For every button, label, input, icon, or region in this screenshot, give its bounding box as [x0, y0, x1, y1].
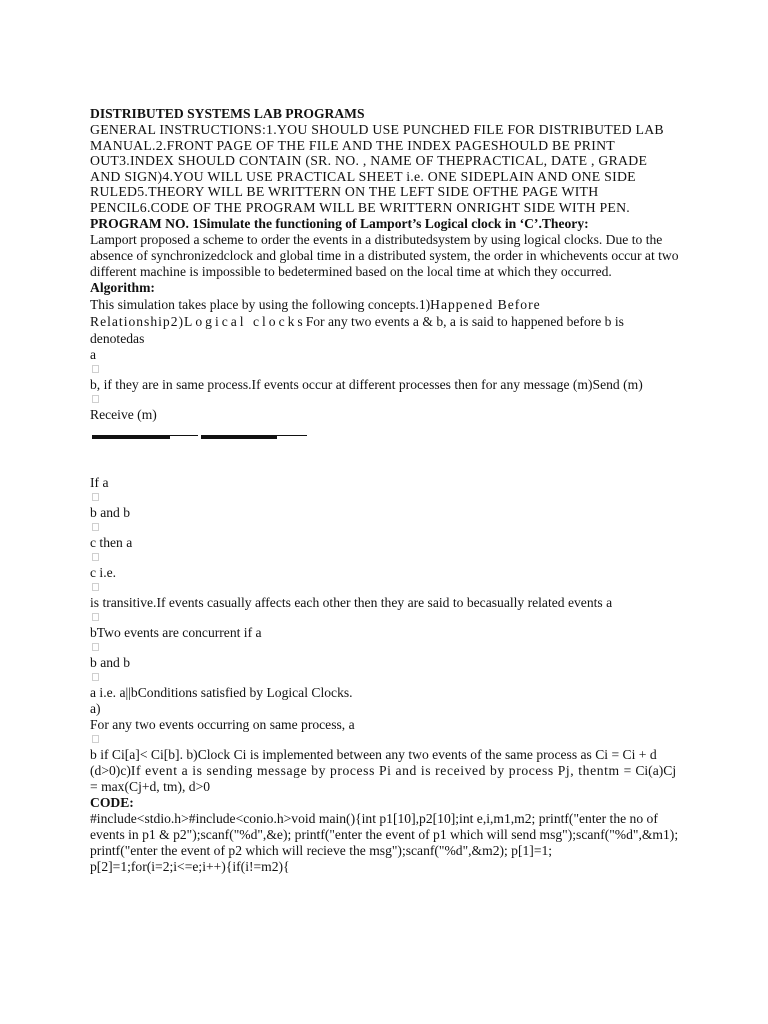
missing-glyph-icon: [92, 395, 99, 403]
logical-clocks-text: Logical clocks: [184, 313, 306, 329]
same-process-events-line: For any two events occurring on same process, a: [90, 716, 355, 732]
algorithm-paragraph: [90, 296, 680, 347]
concurrent-line: bTwo events are concurrent if a: [90, 624, 262, 640]
code-heading: CODE:: [90, 794, 134, 810]
missing-glyph-icon: [92, 673, 99, 681]
happened-before-definition: For any two events a & b, a is said to happened before b is denotedas: [90, 313, 624, 346]
code-block: #include<stdio.h>#include<conio.h>void main(){int p1[10],p2[10];int e,i,m1,m2; printf("enter the no of events in p1 & p2");scanf("%d",&e); printf("enter the event of p1 which will send msg");scanf("%d",&m1); printf("enter the event of p2 which will recieve the msg");scanf("%d",&m2); p[1]=1; p[2]=1;for(i=2;i<=e;i++){if(i!=m2){: [90, 810, 679, 874]
theory-paragraph: Lamport proposed a scheme to order the events in a distributedsystem by using logical clocks. Due to the absence of synchronizedclock and global time in a distributed system, the order in whichevents occur at two different machine is impossible to bedetermined based on the local time at which they occurred.: [90, 231, 679, 279]
general-instructions: GENERAL INSTRUCTIONS:1.YOU SHOULD USE PUNCHED FILE FOR DISTRIBUTED LAB MANUAL.2.FRONT PAGE OF THE FILE AND THE INDEX PAGESHOULD BE PRINT OUT3.INDEX SHOULD CONTAIN (SR. NO. , NAME OF THEPRACTICAL, DATE , GRADE AND SIGN)4.YOU WILL USE PRACTICAL SHEET i.e. ONE SIDEPLAIN AND ONE SIDE RULED5.THEORY WILL BE WRITTERN ON THE LEFT SIDE OFTHE PAGE WITH PENCIL6.CODE OF THE PROGRAM WILL BE WRITTERN ONRIGHT SIDE WITH PEN.: [90, 122, 664, 215]
max-rule-text: Ci(a)Cj = max(Cj+d, tm), d>0: [90, 762, 677, 794]
b-and-b-line-2: b and b: [90, 654, 131, 670]
transitive-line: is transitive.If events casually affects each other then they are said to becasually related events a: [90, 594, 613, 610]
program-heading: PROGRAM NO. 1Simulate the functioning of Lamport’s Logical clock in ‘C’.Theory:: [90, 215, 589, 231]
symbol-a: a: [90, 346, 97, 362]
missing-glyph-icon: [92, 613, 99, 621]
missing-glyph-icon: [92, 735, 99, 743]
c-then-a-line: c then a: [90, 534, 133, 550]
document-page: [90, 106, 680, 875]
send-receive-rule-text: If event a is sending message by process Pi and is received by process Pj, thentm =: [130, 762, 632, 778]
algorithm-heading: Algorithm:: [90, 279, 155, 295]
missing-glyph-icon: [92, 583, 99, 591]
happened-before-text: Happened Before: [430, 296, 541, 312]
if-a-line: If a: [90, 474, 109, 490]
condition-a-label: a): [90, 700, 101, 716]
algorithm-intro: This simulation takes place by using the following concepts.1): [90, 296, 431, 312]
relationship-text: Relationship2): [90, 313, 185, 329]
c-ie-line: c i.e.: [90, 564, 117, 580]
document-title: DISTRIBUTED SYSTEMS LAB PROGRAMS: [90, 106, 365, 121]
b-and-b-line: b and b: [90, 504, 131, 520]
missing-glyph-icon: [92, 643, 99, 651]
same-process-line: b, if they are in same process.If events occur at different processes then for any message (m)Send (m): [90, 376, 643, 392]
message-diagram-lines: [90, 429, 680, 443]
clock-rule-paragraph: [90, 747, 680, 795]
missing-glyph-icon: [92, 493, 99, 501]
missing-glyph-icon: [92, 523, 99, 531]
d-condition-text: (d>0)c): [90, 762, 131, 778]
clock-increment-text: b if Ci[a]< Ci[b]. b)Clock Ci is implemented between any two events of the same process as Ci = Ci + d: [90, 746, 657, 762]
receive-line: Receive (m): [90, 406, 157, 422]
missing-glyph-icon: [92, 553, 99, 561]
conditions-line: a i.e. a||bConditions satisfied by Logical Clocks.: [90, 684, 353, 700]
missing-glyph-icon: [92, 365, 99, 373]
